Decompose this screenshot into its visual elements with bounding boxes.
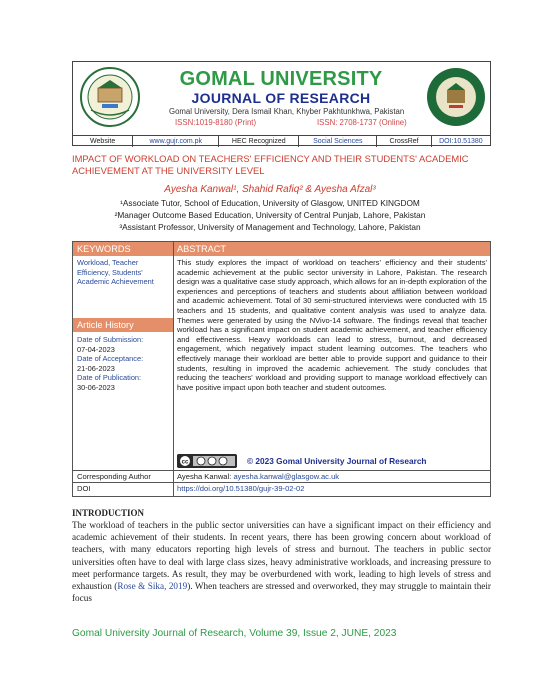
crossref-label: CrossRef <box>377 136 431 147</box>
journal-header <box>72 61 491 146</box>
article-history <box>77 335 171 393</box>
journal-name: JOURNAL OF RESEARCH <box>191 90 371 106</box>
journal-seal-logo <box>425 66 487 128</box>
article-history-heading: Article History <box>73 318 173 332</box>
abstract-text: This study explores the impact of workload on teachers' efficiency and their students' academic achievement at the public sector university in Lahore, Pakistan. The research design was a qualitative case study approach, which allows for an in-depth exploration of the experiences and perceptions of teachers and students about affiliation between workload and academic achievement. Total of 30 semi-structured interviews were conducted with 15 teachers and 15 students, and qualitative content analysis was used to analyze data. Themes were generated by using the NVivo-14 software. The findings reveal that teacher workload has a significant impact on student academic achievement, and teacher efficiency and effectiveness. Heavy workloads can lead to stress, burnout, and decreased engagement, which negatively impact student learning outcomes. The teachers who effectively manage their workload are better able to provide support and guidance to their students, resulting in improved the academic achievement. The study concludes that reducing the teachers' workload and providing support to manage workload effectively can have positive impact upon both teacher and student outcomes. <box>177 258 487 392</box>
corresponding-author-email[interactable]: ayesha.kanwal@glasgow.ac.uk <box>233 472 340 481</box>
affiliation-1: ¹Associate Tutor, School of Education, University of Glasgow, UNITED KINGDOM <box>120 198 420 208</box>
university-address: Gomal University, Dera Ismail Khan, Khyber Pakhtunkhwa, Pakistan <box>169 107 405 116</box>
doi-link[interactable]: https://doi.org/10.51380/gujr-39-02-02 <box>177 484 305 493</box>
issn-online: ISSN: 2708-1737 (Online) <box>317 118 407 127</box>
journal-footer: Gomal University Journal of Research, Volume 39, Issue 2, JUNE, 2023 <box>72 628 397 639</box>
abstract-heading: ABSTRACT <box>174 242 490 256</box>
hec-label: HEC Recognized <box>219 136 299 147</box>
doi-label: DOI <box>77 484 91 493</box>
article-authors: Ayesha Kanwal¹, Shahid Rafiq² & Ayesha Afzal³ <box>164 184 376 195</box>
intro-text-part2: ). When teachers are stressed and overworked, they may struggle to maintain their focus <box>72 581 491 604</box>
corresponding-author-label: Corresponding Author <box>77 472 151 481</box>
publication-date: 30-06-2023 <box>77 382 115 392</box>
submission-label: Date of Submission: <box>77 335 144 344</box>
intro-text-part1: The workload of teachers in the public sector universities can have a significant impact on their efficiency and academic achievement of their students. In recent years, there has been growing concern about workload of teachers, with many educators reporting high levels of stress and burnout. The teachers in public sector universities often have to deal with large class sizes, heavy administrative workloads, and increasing pressure to meet performance targets. As result, they may be overburdened with work, leading to high levels of stress and exhaustion ( <box>72 520 491 592</box>
article-title: IMPACT OF WORKLOAD ON TEACHERS' EFFICIENCY AND THEIR STUDENTS' ACADEMIC ACHIEVEMENT AT THE UNIVERSITY LEVEL <box>72 153 469 176</box>
svg-text:cc: cc <box>181 459 189 466</box>
submission-date: 07-04-2023 <box>77 344 115 354</box>
introduction-heading: INTRODUCTION <box>72 508 145 518</box>
keywords-list: Workload, Teacher Efficiency, Students' Academic Achievement <box>77 258 154 286</box>
corresponding-author-name: Ayesha Kanwal: <box>177 472 232 481</box>
acceptance-date: 21-06-2023 <box>77 363 115 373</box>
license-row <box>177 454 487 468</box>
column-divider <box>173 242 174 496</box>
copyright-text: 2023 Gomal University Journal of Research <box>255 456 427 466</box>
affiliation-2: ²Manager Outcome Based Education, University of Central Punjab, Lahore, Pakistan <box>114 210 426 220</box>
university-name: GOMAL UNIVERSITY <box>179 68 383 90</box>
website-link[interactable]: www.gujr.com.pk <box>133 136 219 147</box>
affiliation-3: ³Assistant Professor, University of Management and Technology, Lahore, Pakistan <box>119 222 421 232</box>
doi-row <box>73 482 490 496</box>
doi-prefix[interactable]: DOI:10.51380 <box>439 138 483 145</box>
issn-print: ISSN:1019-8180 (Print) <box>175 118 257 127</box>
publication-label: Date of Publication: <box>77 373 142 383</box>
journal-info-bar <box>73 135 490 147</box>
website-label: Website <box>73 136 133 147</box>
gomal-university-logo <box>79 66 141 128</box>
acceptance-label: Date of Acceptance: <box>77 354 144 364</box>
copyright-notice <box>247 456 427 466</box>
abstract-box <box>72 241 491 497</box>
social-sciences-label: Social Sciences <box>299 136 377 147</box>
copyright-symbol: © <box>247 456 256 466</box>
creative-commons-icon[interactable] <box>177 454 237 468</box>
citation-link[interactable]: Rose & Sika, 2019 <box>117 581 188 592</box>
corresponding-author-value <box>177 472 339 481</box>
introduction-text <box>72 519 491 604</box>
keywords-heading: KEYWORDS <box>73 242 173 256</box>
